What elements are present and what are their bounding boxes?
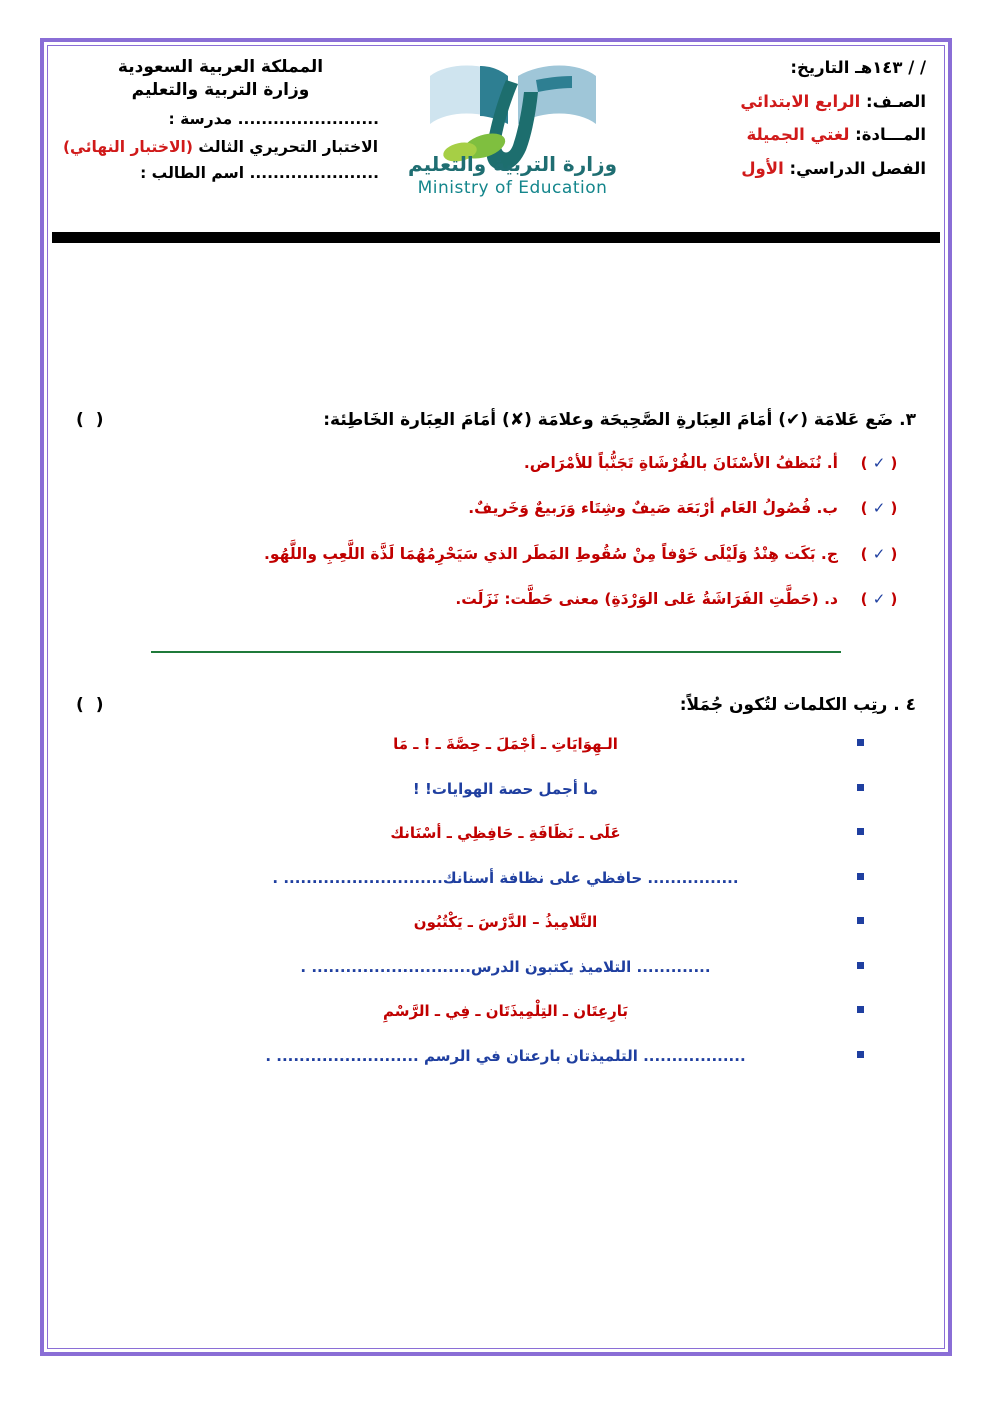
list-item <box>76 822 916 845</box>
answer-box[interactable] <box>842 545 916 563</box>
list-item-label: الـهِوَايَاتِ ـ أجْمَلَ ـ حِصَّةَ ـ ! ـ مَا <box>393 735 618 753</box>
list-item <box>76 867 916 890</box>
list-item <box>76 733 916 756</box>
exam-title: الاختبار التحريري الثالث <box>198 137 379 156</box>
tick-icon: ✓ <box>872 589 886 608</box>
header-right-column <box>640 48 940 233</box>
list-item-label: ............. التلاميذ يكتبون الدرس............................ . <box>300 957 711 976</box>
square-bullet-icon <box>857 1051 864 1058</box>
statement-text: ب. فُصُولُ العَام أرْبَعَة صَيفٌ وشِتَاء وَرَبيعٌ وَخَريفٌ. <box>468 499 838 518</box>
paren-close: ) <box>860 544 868 563</box>
tick-icon: ✓ <box>872 454 886 472</box>
square-bullet-icon <box>857 828 864 835</box>
question-3-header <box>76 410 916 430</box>
grade-label: الصـف: <box>866 91 926 111</box>
question-4 <box>76 695 916 1067</box>
grade-row <box>640 92 926 113</box>
statement-row <box>76 497 916 520</box>
question-3-marks: ( ) <box>76 410 107 430</box>
square-bullet-icon <box>857 739 864 746</box>
paren-close: ) <box>860 454 868 472</box>
subject-value: لغتي الجميلة <box>746 125 850 145</box>
question-4-title: ٤ . رتِب الكلمات لتُكون جُمَلاً: <box>679 695 916 715</box>
answer-box[interactable] <box>842 590 916 608</box>
question-4-marks: ( ) <box>76 695 107 715</box>
statement-row <box>76 543 916 566</box>
paren-open: ( <box>890 589 898 608</box>
exam-title-row <box>62 138 379 156</box>
list-item <box>76 778 916 801</box>
list-item-label: التَّلامِيذُ – الدَّرْسَ ـ يَكْتُبُون <box>413 913 598 931</box>
term-label: الفصل الدراسي: <box>789 158 926 178</box>
header-left-column <box>52 48 385 233</box>
paren-close: ) <box>860 589 868 608</box>
square-bullet-icon <box>857 784 864 791</box>
grade-value: الرابع الابتدائي <box>740 91 861 111</box>
list-item <box>76 911 916 934</box>
logo-graphic <box>388 54 638 204</box>
ministry-name: وزارة التربية والتعليم <box>131 79 310 100</box>
statement-text: أ. نُنَظفُ الأسْنَانَ بالفُرْشَاةِ تَجَنُّباً للأمْرَاض. <box>523 454 838 472</box>
square-bullet-icon <box>857 917 864 924</box>
question-3 <box>76 410 916 611</box>
paren-open: ( <box>890 544 898 563</box>
question-4-header <box>76 695 916 715</box>
statement-row <box>76 588 916 611</box>
list-item <box>76 956 916 979</box>
list-item-label: .................. التلميذتان بارعتان في الرسم ......................... . <box>265 1046 746 1065</box>
answer-box[interactable] <box>842 454 916 472</box>
statement-row <box>76 452 916 475</box>
logo-arabic-text: وزارة التربية والتعليم <box>407 152 618 176</box>
logo-english-text: Ministry of Education <box>417 178 608 198</box>
tick-icon: ✓ <box>872 499 886 518</box>
subject-label: المـــادة: <box>855 125 926 145</box>
student-value: ...................... <box>249 163 379 182</box>
section-divider <box>151 651 841 653</box>
student-label: اسم الطالب : <box>140 163 245 182</box>
ministry-logo <box>385 48 640 233</box>
school-value: ........................ <box>237 109 379 128</box>
paren-open: ( <box>890 454 898 472</box>
paren-close: ) <box>860 499 868 518</box>
square-bullet-icon <box>857 873 864 880</box>
answer-box[interactable] <box>842 499 916 517</box>
list-item <box>76 1045 916 1068</box>
term-value: الأول <box>741 158 784 178</box>
list-item-label: عَلَى ـ نَظَافَةِ ـ حَافِظِي ـ أسْنَانك <box>390 824 621 842</box>
tick-icon: ✓ <box>872 544 886 563</box>
header-separator <box>52 232 940 243</box>
school-label: مدرسة : <box>168 109 233 128</box>
subject-row <box>640 125 926 146</box>
term-row <box>640 159 926 180</box>
exam-title-final: (الاختبار النهائي) <box>62 137 193 156</box>
school-field <box>62 110 379 128</box>
list-item-label: بَارِعِتَان ـ التِلْمِيذَتَان ـ فِي ـ الرَّسْمِ <box>383 1002 628 1020</box>
list-item-label: ما أجمل حصة الهوايات! ! <box>412 779 599 798</box>
date-value: / / ١٤٣هـ <box>855 58 926 77</box>
question-3-title: ٣. ضَع عَلامَة (✔) أمَامَ العِبَارةِ الصَّحِيحَة وعلامَة (✘) أمَامَ العِبَارة الخَاطِئة: <box>323 410 916 430</box>
square-bullet-icon <box>857 1006 864 1013</box>
statement-text: د. (حَطَّتِ الفَرَاشَةُ عَلى الوَرْدَةِ) معنى حَطَّت: نَزَلَت. <box>455 589 838 608</box>
statement-text: ج. بَكَت هِنْدُ وَلَيْلَى خَوْفاً مِنْ سُقُوطِ المَطَر الذي سَيَحْرِمُهُمَا لَذَّة اللَّعِبِ واللَّهُو. <box>264 544 838 563</box>
student-field <box>62 164 379 182</box>
question-4-list <box>76 733 916 1067</box>
date-row <box>640 58 926 79</box>
document-header <box>52 48 940 233</box>
date-label: التاريخ: <box>790 58 850 77</box>
list-item-label: ................ حافظي على نظافة أسنانك............................ . <box>272 868 739 887</box>
paren-open: ( <box>890 499 898 518</box>
kingdom-name: المملكة العربية السعودية <box>117 57 324 77</box>
list-item <box>76 1000 916 1023</box>
exam-body <box>52 250 940 1089</box>
square-bullet-icon <box>857 962 864 969</box>
